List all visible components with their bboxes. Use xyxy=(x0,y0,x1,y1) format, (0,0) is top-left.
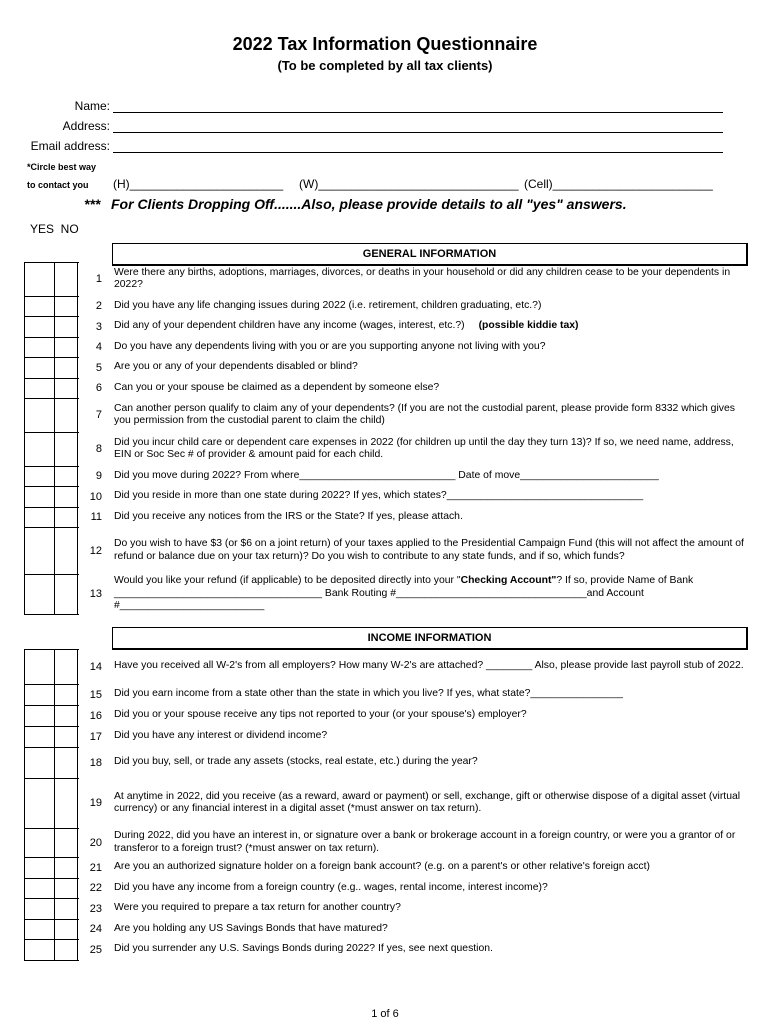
no-checkbox[interactable] xyxy=(55,433,78,466)
phone-home-field[interactable]: (H)_______________________ xyxy=(113,177,284,191)
question-7 xyxy=(80,398,750,432)
question-text: Did you have any income from a foreign country (e.g.. wages, rental income, interest income)? xyxy=(114,881,548,893)
no-checkbox[interactable] xyxy=(55,487,78,507)
question-2 xyxy=(80,296,750,316)
yes-checkbox[interactable] xyxy=(25,899,55,919)
email-label: Email address: xyxy=(30,139,110,153)
question-text: Did you surrender any U.S. Savings Bonds during 2022? If yes, see next question. xyxy=(114,943,493,955)
no-checkbox[interactable] xyxy=(55,685,78,705)
question-number: 23 xyxy=(89,902,102,915)
no-checkbox[interactable] xyxy=(55,920,78,939)
question-text: Do you have any dependents living with you or are you supporting anyone not living with you? xyxy=(114,340,546,352)
yes-checkbox[interactable] xyxy=(25,879,55,898)
question-number: 4 xyxy=(95,341,102,353)
yes-checkbox[interactable] xyxy=(25,528,55,574)
no-checkbox[interactable] xyxy=(55,727,78,747)
question-text: Were you required to prepare a tax return for another country? xyxy=(114,902,401,914)
question-number: 9 xyxy=(95,470,102,482)
question-3 xyxy=(80,316,750,337)
question-9 xyxy=(80,466,750,486)
question-text: Did you have any life changing issues during 2022 (i.e. retirement, children graduating, etc.?) xyxy=(114,299,542,311)
circle-note-line2: to contact you xyxy=(27,180,89,190)
question-text: Are you or any of your dependents disabled or blind? xyxy=(114,361,358,373)
yes-checkbox[interactable] xyxy=(25,650,55,684)
question-19 xyxy=(80,778,750,828)
question-20 xyxy=(80,828,750,857)
answer-row xyxy=(25,399,79,433)
answer-row xyxy=(25,920,79,940)
question-11 xyxy=(80,507,750,527)
question-17 xyxy=(80,726,750,747)
question-text: Did you or your spouse receive any tips not reported to your (or your spouse's) employer? xyxy=(114,709,527,721)
question-10 xyxy=(80,486,750,507)
question-5 xyxy=(80,357,750,378)
answer-row xyxy=(25,706,79,727)
answer-grid-income[interactable] xyxy=(24,649,79,961)
answer-row xyxy=(25,379,79,399)
answer-row xyxy=(25,338,79,358)
no-checkbox[interactable] xyxy=(55,263,78,296)
no-checkbox[interactable] xyxy=(55,297,78,316)
question-16 xyxy=(80,705,750,726)
question-text: Would you like your refund (if applicable) to be deposited directly into your "Checking Account"? If so, provide Name of Bank ____________________________________ Bank Routing #_________________________________and Account #_________________________ xyxy=(114,575,694,612)
dropoff-stars: *** xyxy=(84,196,101,212)
question-14 xyxy=(80,649,750,684)
question-text: Do you wish to have $3 (or $6 on a joint return) of your taxes applied to the Presidential Campaign Fund (this will not affect the amount of refund or balance due on your tax return)? Do you wish to contribute to any state funds, and if so, which funds? xyxy=(114,538,744,562)
phone-cell-field[interactable]: (Cell)________________________ xyxy=(524,177,713,191)
no-checkbox[interactable] xyxy=(55,650,78,684)
address-field[interactable] xyxy=(113,132,723,133)
answer-row xyxy=(25,467,79,487)
answer-row xyxy=(25,858,79,879)
yes-checkbox[interactable] xyxy=(25,358,55,378)
yes-checkbox[interactable] xyxy=(25,685,55,705)
yes-no-header: YES NO xyxy=(30,222,79,236)
question-number: 20 xyxy=(89,836,102,849)
no-checkbox[interactable] xyxy=(55,379,78,398)
no-checkbox[interactable] xyxy=(55,317,78,337)
question-text: Can another person qualify to claim any of your dependents? (If you are not the custodial parent, please provide form 8332 which gives you permission from the custodial parent to claim the child) xyxy=(114,402,735,426)
answer-row xyxy=(25,650,79,685)
no-checkbox[interactable] xyxy=(55,748,78,778)
question-4 xyxy=(80,337,750,357)
question-number: 1 xyxy=(95,273,102,285)
answer-row xyxy=(25,528,79,575)
question-number: 13 xyxy=(89,588,102,600)
yes-checkbox[interactable] xyxy=(25,379,55,398)
question-number: 18 xyxy=(89,756,102,769)
answer-row xyxy=(25,727,79,748)
question-number: 11 xyxy=(90,511,102,523)
question-25 xyxy=(80,939,750,960)
question-number: 22 xyxy=(89,882,102,894)
question-number: 25 xyxy=(89,943,102,956)
no-checkbox[interactable] xyxy=(55,508,78,527)
answer-row xyxy=(25,487,79,508)
answer-row xyxy=(25,508,79,528)
question-number: 7 xyxy=(95,409,102,421)
question-12 xyxy=(80,527,750,574)
question-6 xyxy=(80,378,750,398)
question-number: 17 xyxy=(89,730,102,743)
yes-checkbox[interactable] xyxy=(25,508,55,527)
yes-checkbox[interactable] xyxy=(25,297,55,316)
yes-checkbox[interactable] xyxy=(25,706,55,726)
question-number: 14 xyxy=(89,660,102,673)
email-field[interactable] xyxy=(113,152,723,153)
question-text: Did you incur child care or dependent care expenses in 2022 (for children up until the day they turn 13)? If so, we need name, address, EIN or Soc Sec # of provider & amount paid for each child. xyxy=(114,436,734,460)
no-checkbox[interactable] xyxy=(55,940,78,960)
question-text: Did you move during 2022? From where___________________________ Date of move________________________ xyxy=(114,469,659,481)
question-text: Were there any births, adoptions, marriages, divorces, or deaths in your household or did any children cease to be your dependents in 2022? xyxy=(114,266,731,290)
question-number: 15 xyxy=(89,688,102,701)
no-checkbox[interactable] xyxy=(55,779,78,828)
no-checkbox[interactable] xyxy=(55,706,78,726)
question-number: 2 xyxy=(95,300,102,312)
question-text: Are you an authorized signature holder on a foreign bank account? (e.g. on a parent's or other relative's foreign acct) xyxy=(114,861,650,873)
question-text: Did any of your dependent children have any income (wages, interest, etc.?) (possible kiddie tax) xyxy=(114,320,579,332)
question-text: Did you buy, sell, or trade any assets (stocks, real estate, etc.) during the year? xyxy=(114,756,478,768)
no-checkbox[interactable] xyxy=(55,399,78,432)
yes-checkbox[interactable] xyxy=(25,940,55,960)
answer-row xyxy=(25,575,79,615)
question-15 xyxy=(80,684,750,705)
section-header-income: INCOME INFORMATION xyxy=(112,627,748,650)
yes-checkbox[interactable] xyxy=(25,920,55,939)
answer-row xyxy=(25,358,79,379)
yes-checkbox[interactable] xyxy=(25,263,55,296)
question-number: 24 xyxy=(89,923,102,935)
question-number: 5 xyxy=(95,361,102,374)
phone-work-field[interactable]: (W)______________________________ xyxy=(299,177,519,191)
question-number: 3 xyxy=(95,320,102,333)
answer-row xyxy=(25,748,79,779)
no-checkbox[interactable] xyxy=(55,358,78,378)
answer-row xyxy=(25,297,79,317)
question-number: 16 xyxy=(89,709,102,722)
section-header-general: GENERAL INFORMATION xyxy=(112,243,748,266)
page-number: 1 of 6 xyxy=(371,1008,399,1020)
answer-row xyxy=(25,940,79,961)
kiddie-tax-note: (possible kiddie tax) xyxy=(478,320,579,332)
question-text: At anytime in 2022, did you receive (as a reward, award or payment) or sell, exchange, gift or otherwise dispose of a digital asset (virtual currency) or any financial interest in a digital asset (*must answer on tax return). xyxy=(114,790,741,814)
no-checkbox[interactable] xyxy=(55,879,78,898)
answer-row xyxy=(25,433,79,467)
question-21 xyxy=(80,857,750,878)
yes-checkbox[interactable] xyxy=(25,399,55,432)
page-subtitle: (To be completed by all tax clients) xyxy=(277,58,493,73)
yes-checkbox[interactable] xyxy=(25,858,55,878)
question-1 xyxy=(80,262,750,296)
name-field[interactable] xyxy=(113,112,723,113)
no-checkbox[interactable] xyxy=(55,575,78,614)
no-checkbox[interactable] xyxy=(55,467,78,486)
no-checkbox[interactable] xyxy=(55,528,78,574)
question-text: During 2022, did you have an interest in, or signature over a bank or brokerage account in a foreign country, or were you a grantor of or transferor to a foreign trust? (*must answer on tax return). xyxy=(114,830,736,854)
question-number: 21 xyxy=(89,861,102,874)
yes-checkbox[interactable] xyxy=(25,338,55,357)
question-number: 10 xyxy=(89,490,102,503)
yes-checkbox[interactable] xyxy=(25,829,55,857)
question-text: Did you have any interest or dividend income? xyxy=(114,730,328,742)
no-checkbox[interactable] xyxy=(55,829,78,857)
answer-row xyxy=(25,685,79,706)
question-number: 19 xyxy=(89,797,102,809)
name-label: Name: xyxy=(74,99,110,113)
question-text: Did you reside in more than one state during 2022? If yes, which states?__________________________________ xyxy=(114,490,644,502)
circle-note-line1: *Circle best way xyxy=(27,162,97,172)
answer-grid-general[interactable] xyxy=(24,262,79,615)
answer-row xyxy=(25,317,79,338)
question-13 xyxy=(80,574,750,614)
question-text: Are you holding any US Savings Bonds that have matured? xyxy=(114,922,388,934)
page-title: 2022 Tax Information Questionnaire xyxy=(232,34,538,54)
dropoff-instruction: For Clients Dropping Off.......Also, please provide details to all "yes" answers. xyxy=(111,196,627,212)
yes-checkbox[interactable] xyxy=(25,779,55,828)
yes-checkbox[interactable] xyxy=(25,748,55,778)
question-text: Did you earn income from a state other than the state in which you live? If yes, what state?________________ xyxy=(114,688,623,700)
no-checkbox[interactable] xyxy=(55,899,78,919)
question-text: Have you received all W-2's from all employers? How many W-2's are attached? ________ Also, please provide last payroll stub of 2022. xyxy=(114,660,744,672)
question-number: 6 xyxy=(95,382,102,394)
question-text: Did you receive any notices from the IRS or the State? If yes, please attach. xyxy=(114,510,463,522)
no-checkbox[interactable] xyxy=(55,858,78,878)
answer-row xyxy=(25,829,79,858)
question-23 xyxy=(80,898,750,919)
answer-row xyxy=(25,899,79,920)
yes-checkbox[interactable] xyxy=(25,575,55,614)
question-8 xyxy=(80,432,750,466)
address-label: Address: xyxy=(62,119,110,133)
yes-checkbox[interactable] xyxy=(25,317,55,337)
question-24 xyxy=(80,919,750,939)
question-18 xyxy=(80,747,750,778)
question-text: Can you or your spouse be claimed as a dependent by someone else? xyxy=(114,381,440,393)
yes-checkbox[interactable] xyxy=(25,487,55,507)
question-22 xyxy=(80,878,750,898)
question-number: 12 xyxy=(89,544,102,557)
no-checkbox[interactable] xyxy=(55,338,78,357)
answer-row xyxy=(25,779,79,829)
yes-checkbox[interactable] xyxy=(25,467,55,486)
yes-checkbox[interactable] xyxy=(25,727,55,747)
question-number: 8 xyxy=(95,443,102,455)
yes-checkbox[interactable] xyxy=(25,433,55,466)
answer-row xyxy=(25,263,79,297)
answer-row xyxy=(25,879,79,899)
